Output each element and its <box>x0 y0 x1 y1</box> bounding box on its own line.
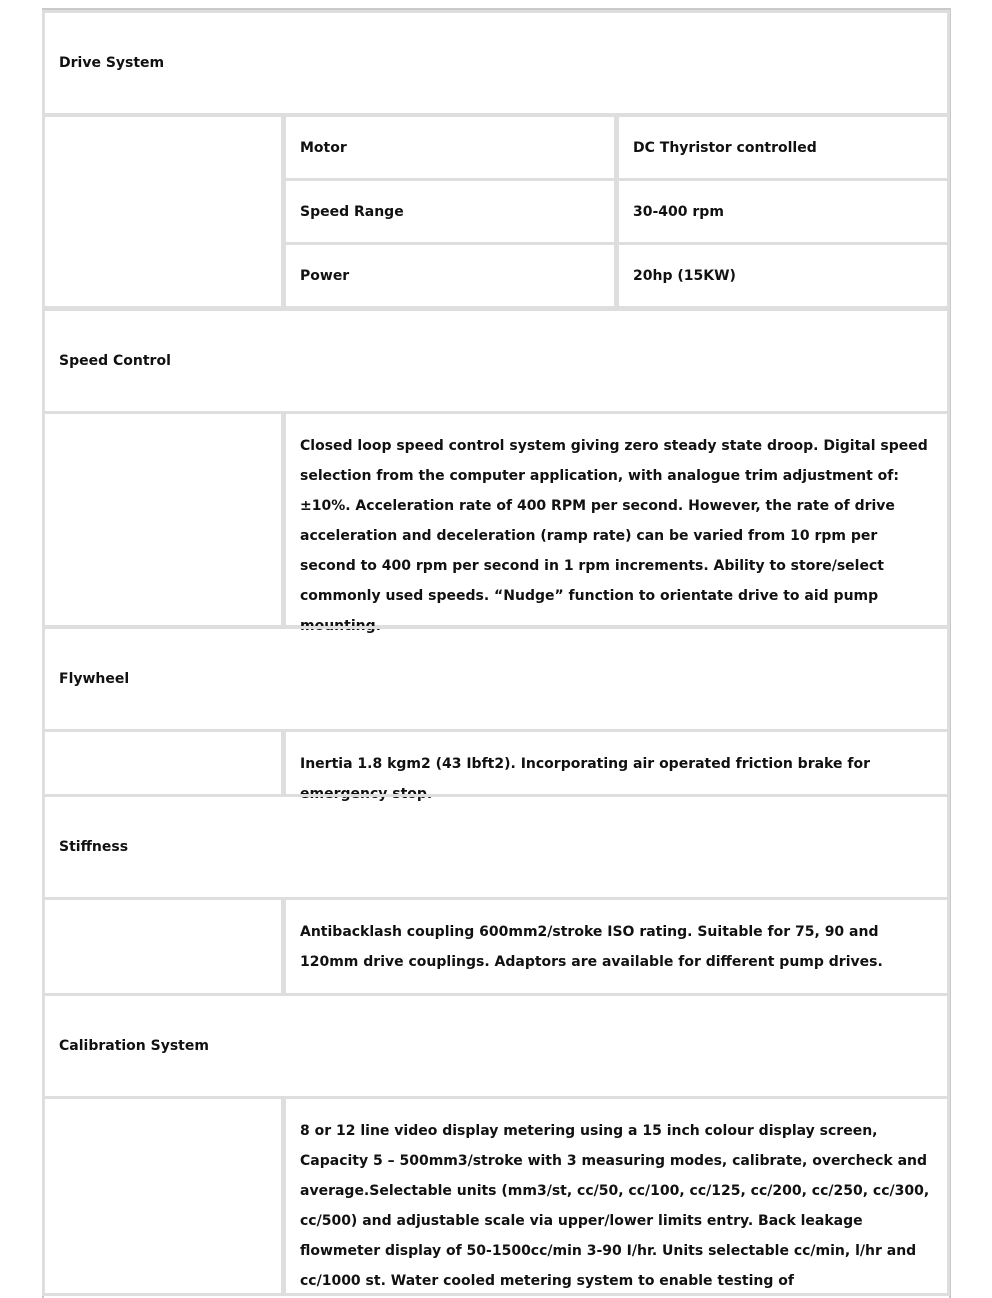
section-title: Calibration System <box>59 1038 209 1054</box>
blank-cell <box>42 1096 284 1296</box>
section-header-calibration-system <box>42 993 950 1099</box>
description-text: 8 or 12 line video display metering using a 15 inch colour display screen, Capacity 5 – 500mm3/stroke with 3 measuring modes, calibrate, overcheck and average.Selectable units (mm3/st, cc/50, cc/100, cc/125, cc/200, cc/250, cc/300, cc/500) and adjustable scale via upper/lower limits entry. Back leakage flowmeter display of 50-1500cc/min 3-90 I/hr. Units selectable cc/min, l/hr and cc/1000 st. Water cooled metering system to enable testing of <box>300 1123 930 1289</box>
blank-cell <box>42 729 284 797</box>
section-header-flywheel <box>42 626 950 732</box>
spec-value-cell <box>616 242 950 309</box>
spec-label-motor: Motor <box>300 139 347 156</box>
spec-value-power: 20hp (15KW) <box>633 267 736 284</box>
spec-label-cell <box>283 114 617 181</box>
stiffness-description <box>283 897 950 996</box>
description-text: Closed loop speed control system giving zero steady state droop. Digital speed selection from the computer application, with analogue trim adjustment of: ±10%. Acceleration rate of 400 RPM per second. However, the rate of drive acceleration and deceleration (ramp rate) can be varied from 10 rpm per second to 400 rpm per second in 1 rpm increments. Ability to store/select commonly used speeds. “Nudge” function to orientate drive to aid pump mounting. <box>300 438 928 634</box>
spec-label-power: Power <box>300 267 350 284</box>
spec-label-cell <box>283 242 617 309</box>
description-text: Antibacklash coupling 600mm2/stroke ISO rating. Suitable for 75, 90 and 120mm drive couplings. Adaptors are available for different pump drives. <box>300 924 883 970</box>
section-header-speed-control <box>42 308 950 414</box>
blank-cell <box>42 114 284 309</box>
spec-label-cell <box>283 178 617 245</box>
section-header-stiffness <box>42 794 950 900</box>
blank-cell <box>42 411 284 628</box>
flywheel-description <box>283 729 950 802</box>
section-title: Speed Control <box>59 353 171 369</box>
section-title: Stiffness <box>59 839 129 855</box>
spec-value-cell <box>616 178 950 245</box>
calibration-description <box>283 1096 950 1296</box>
section-header-drive-system <box>42 10 950 116</box>
spec-value-motor: DC Thyristor controlled <box>633 139 817 156</box>
speed-control-description <box>283 411 950 634</box>
description-text: Inertia 1.8 kgm2 (43 Ibft2). Incorporating air operated friction brake for emergency stop. <box>300 756 870 802</box>
blank-cell <box>42 897 284 996</box>
spec-value-cell <box>616 114 950 181</box>
section-title: Flywheel <box>59 671 130 687</box>
spec-label-speed-range: Speed Range <box>300 203 404 220</box>
section-title: Drive System <box>59 55 165 71</box>
spec-value-speed-range: 30-400 rpm <box>633 203 724 220</box>
